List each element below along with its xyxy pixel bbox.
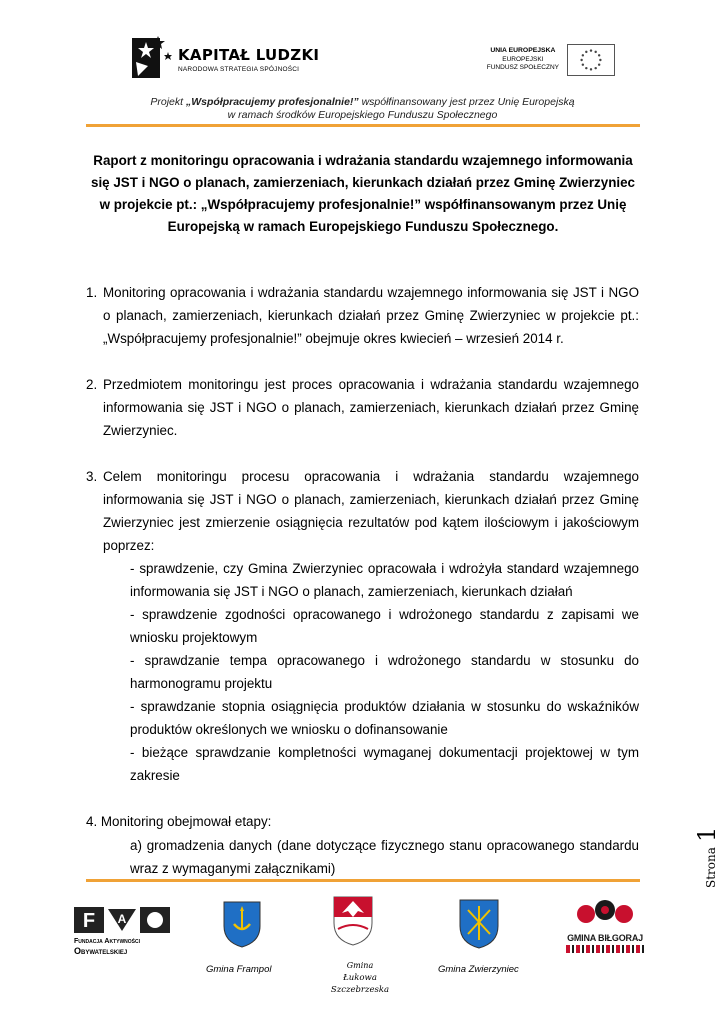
title-line1: Raport z monitoringu opracowania i wdrażania standardu wzajemnego informowania <box>93 153 633 168</box>
project-line2: w ramach środków Europejskiego Funduszu Społecznego <box>227 109 498 121</box>
eu-caption <box>487 47 559 73</box>
lukowa-caption <box>320 960 400 996</box>
title-line4: Europejską w ramach Europejskiego Funduszu Społecznego. <box>167 219 559 234</box>
title-line2: się JST i NGO o planach, zamierzeniach, kierunkach działań przez Gminę Zwierzyniec <box>91 175 635 190</box>
svg-text:F: F <box>82 910 96 932</box>
page-label: Strona <box>704 847 718 888</box>
item-text: Monitoring opracowania i wdrażania standardu wzajemnego informowania się JST i NGO o planach, zamierzeniach, kierunkach działań przez Gminę Zwierzyniec w projekcie pt.: „Współpracujemy profesjonalnie!” obejmuje okres kwiecień – wrzesień 2014 r. <box>103 285 639 346</box>
svg-text:A: A <box>117 912 127 926</box>
frampol-caption: Gmina Frampol <box>206 964 272 975</box>
logo-title: KAPITAŁ LUDZKI <box>178 46 320 64</box>
item-number: 1. <box>86 285 98 300</box>
bilgoraj-caption: GMINA BIŁGORAJ <box>567 933 643 943</box>
lukowa-line2: Łukowa Szczebrzeska <box>330 973 390 995</box>
frampol-coat-of-arms-icon <box>222 900 262 948</box>
header-rule <box>86 124 640 127</box>
list-item-3 <box>86 465 639 557</box>
list-item-1 <box>86 281 639 350</box>
lukowa-coat-of-arms-icon <box>332 895 374 947</box>
fao-line2: Obywatelskiej <box>74 946 128 956</box>
project-prefix: Projekt <box>150 96 186 108</box>
kapital-ludzki-logo-icon <box>128 34 176 84</box>
fao-mark-icon <box>74 907 170 933</box>
zwierzyniec-coat-of-arms-icon <box>458 898 500 950</box>
fao-logo <box>74 907 170 956</box>
item-number: 2. <box>86 377 98 392</box>
page-number <box>663 812 721 888</box>
eu-line2: EUROPEJSKI <box>502 55 544 63</box>
list-item: - sprawdzenie zgodności opracowanego i wdrożonego standardu z zapisami we wniosku projektowym <box>130 607 639 645</box>
project-suffix: współfinansowany jest przez Unię Europejską <box>358 96 575 108</box>
bilgoraj-logo <box>566 898 644 954</box>
item-text: Przedmiotem monitoringu jest proces opracowania i wdrażania standardu wzajemnego informowania się JST i NGO o planach, zamierzeniach, kierunkach działań przez Gminę Zwierzyniec. <box>103 377 639 438</box>
logo-subtitle: NARODOWA STRATEGIA SPÓJNOŚCI <box>178 66 300 73</box>
eu-line3: FUNDUSZ SPOŁECZNY <box>486 64 559 71</box>
project-statement <box>0 96 725 122</box>
title-line3: w projekcie pt.: „Współpracujemy profesjonalnie!” współfinansowanym przez Unię <box>99 197 627 212</box>
item-number: 4. <box>86 814 98 829</box>
list-item: - sprawdzanie tempa opracowanego i wdrożonego standardu w stosunku do harmonogramu projektu <box>130 653 639 691</box>
list-item: - sprawdzanie stopnia osiągnięcia produktów działania w stosunku do wskaźników produktów określonych we wniosku o dofinansowanie <box>130 699 639 737</box>
stage-a: a) gromadzenia danych (dane dotyczące fizycznego stanu opracowanego standardu wraz z wymaganymi załącznikami) <box>130 838 639 876</box>
report-title <box>80 150 646 238</box>
list-item-2 <box>86 373 639 442</box>
bilgoraj-ornament-icon <box>566 898 644 928</box>
footer-rule <box>86 879 640 882</box>
list-item: - sprawdzenie, czy Gmina Zwierzyniec opracowała i wdrożyła standard wzajemnego informowania się JST i NGO o planach, zamierzeniach, kierunkach działań <box>130 561 639 599</box>
list-item-4 <box>86 810 639 833</box>
bilgoraj-pattern <box>566 945 644 953</box>
fao-line1: Fundacja Aktywności <box>74 938 141 945</box>
item-text: Monitoring obejmował etapy: <box>100 814 272 829</box>
eu-flag-icon <box>567 44 615 76</box>
item-text: Celem monitoringu procesu opracowania i wdrażania standardu wzajemnego informowania się JST i NGO o planach, zamierzeniach, kierunkach działań przez Gminę Zwierzyniec jest zmierzenie osiągnięcia rezultatów pod kątem ilościowym i jakościowym poprzez: <box>103 469 639 553</box>
eu-line1: UNIA EUROPEJSKA <box>490 47 556 54</box>
page-number-value: 1 <box>693 826 721 843</box>
project-name: „Współpracujemy profesjonalnie!” <box>185 96 359 108</box>
item-number: 3. <box>86 469 98 484</box>
zwierzyniec-caption: Gmina Zwierzyniec <box>438 964 519 975</box>
list-item: - bieżące sprawdzanie kompletności wymaganej dokumentacji projektowej w tym zakresie <box>130 745 639 783</box>
lukowa-line1: Gmina <box>346 961 374 970</box>
